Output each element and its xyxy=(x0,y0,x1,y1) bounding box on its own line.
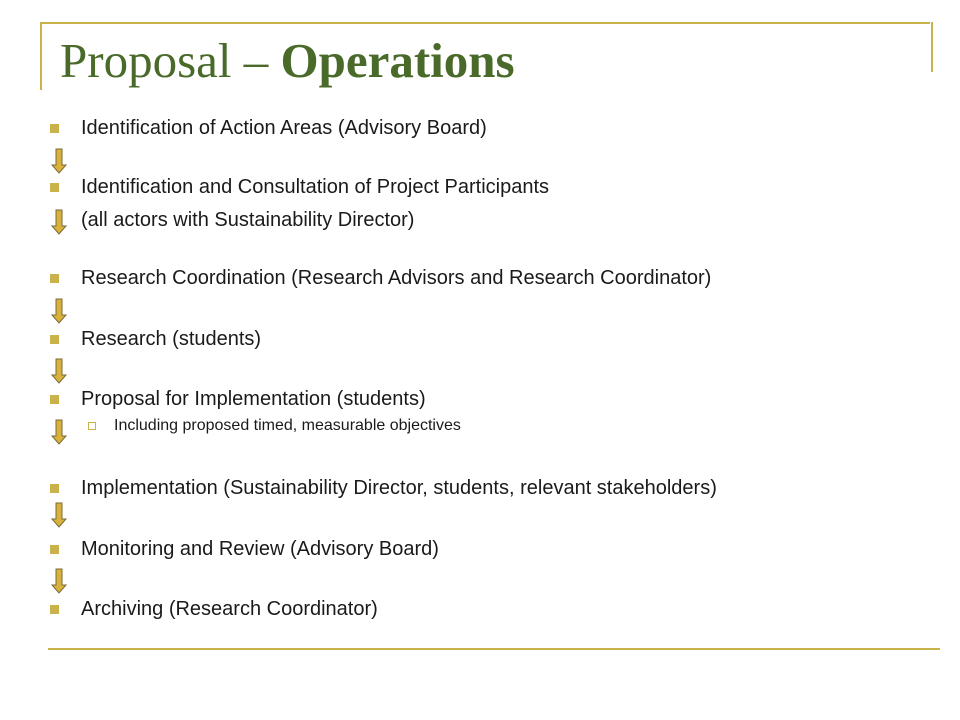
list-item xyxy=(48,115,487,141)
list-item xyxy=(48,386,426,412)
list-item xyxy=(48,265,711,291)
sub-item-text: Including proposed timed, measurable objectives xyxy=(114,417,461,434)
item-text: Proposal for Implementation (students) xyxy=(81,387,426,410)
list-item xyxy=(48,475,717,501)
item-text: Research Coordination (Research Advisors and Research Coordinator) xyxy=(81,266,712,289)
hollow-square-bullet-icon xyxy=(88,422,96,430)
left-rule xyxy=(40,22,42,90)
item-text: Implementation (Sustainability Director, students, relevant stakeholders) xyxy=(81,476,717,499)
right-rule xyxy=(931,22,933,72)
down-arrow-icon xyxy=(51,419,67,445)
down-arrow-icon xyxy=(51,209,67,235)
down-arrow-icon xyxy=(51,358,67,384)
list-item xyxy=(48,536,439,562)
title-bold: Operations xyxy=(280,33,515,88)
square-bullet-icon xyxy=(50,545,59,554)
square-bullet-icon xyxy=(50,124,59,133)
square-bullet-icon xyxy=(50,274,59,283)
down-arrow-icon xyxy=(51,502,67,528)
square-bullet-icon xyxy=(50,605,59,614)
list-item-continuation xyxy=(48,207,414,233)
square-bullet-icon xyxy=(50,183,59,192)
item-text: Archiving (Research Coordinator) xyxy=(81,597,378,620)
square-bullet-icon xyxy=(50,335,59,344)
bottom-rule xyxy=(48,648,940,650)
sub-list-item xyxy=(88,415,461,437)
list-item xyxy=(48,596,378,622)
down-arrow-icon xyxy=(51,298,67,324)
item-text: Monitoring and Review (Advisory Board) xyxy=(81,537,439,560)
item-text: Identification and Consultation of Project Participants xyxy=(81,175,550,198)
list-item xyxy=(48,174,549,200)
title-regular: Proposal – xyxy=(60,33,281,88)
item-text: (all actors with Sustainability Director) xyxy=(81,208,415,231)
list-item xyxy=(48,326,261,352)
item-text: Research (students) xyxy=(81,327,262,350)
square-bullet-icon xyxy=(50,395,59,404)
slide-title xyxy=(60,33,515,88)
square-bullet-icon xyxy=(50,484,59,493)
item-text: Identification of Action Areas (Advisory Board) xyxy=(81,116,487,139)
down-arrow-icon xyxy=(51,568,67,594)
top-rule xyxy=(40,22,930,24)
down-arrow-icon xyxy=(51,148,67,174)
